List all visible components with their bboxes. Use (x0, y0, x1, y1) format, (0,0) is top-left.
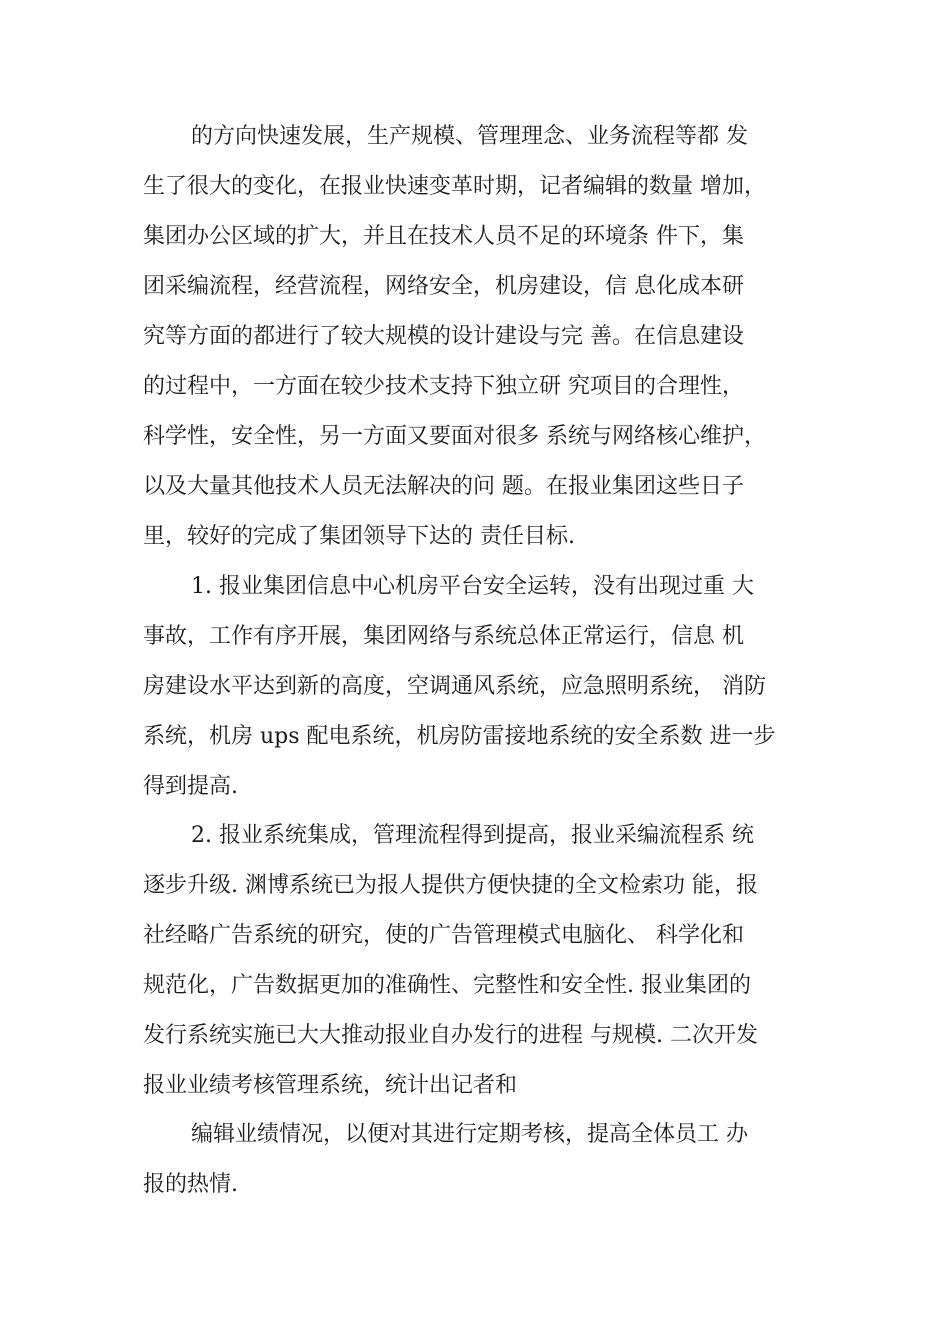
text-line: 以及大量其他技术人员无法解决的问 题。在报业集团这些日子 (143, 474, 744, 499)
paragraph-intro (143, 112, 823, 562)
text-line: 集团办公区域的扩大，并且在技术人员不足的环境条 件下，集 (143, 224, 744, 249)
text-line: 得到提高. (143, 774, 238, 799)
text-line: 规范化，广告数据更加的准确性、完整性和安全性. 报业集团的 (143, 973, 751, 998)
text-line: 逐步升级. 渊博系统已为报人提供方便快捷的全文检索功 能，报 (143, 873, 758, 898)
text-line: 团采编流程，经营流程，网络安全，机房建设，信 息化成本研 (143, 274, 744, 299)
paragraph-item-1 (143, 562, 823, 812)
paragraph-item-2 (143, 811, 823, 1111)
text-line: 社经略广告系统的研究，使的广告管理模式电脑化、 科学化和 (143, 923, 744, 948)
text-line: 2. 报业系统集成，管理流程得到提高，报业采编流程系 统 (191, 823, 754, 848)
text-line: 生了很大的变化，在报业快速变革时期，记者编辑的数量 增加， (143, 174, 766, 199)
text-line: 里，较好的完成了集团领导下达的 责任目标. (143, 524, 575, 549)
text-line: 编辑业绩情况，以便对其进行定期考核，提高全体员工 办 (191, 1122, 748, 1147)
text-line: 的过程中，一方面在较少技术支持下独立研 究项目的合理性， (143, 374, 744, 399)
text-line: 的方向快速发展，生产规模、管理理念、业务流程等都 发 (191, 124, 748, 149)
text-line: 事故，工作有序开展，集团网络与系统总体正常运行，信息 机 (143, 624, 744, 649)
text-line: 科学性，安全性，另一方面又要面对很多 系统与网络核心维护， (143, 424, 766, 449)
text-line: 究等方面的都进行了较大规模的设计建设与完 善。在信息建设 (143, 324, 744, 349)
paragraph-continuation (143, 1110, 823, 1210)
text-line: 报业业绩考核管理系统，统计出记者和 (143, 1073, 518, 1098)
text-line: 发行系统实施已大大推动报业自办发行的进程 与规模. 二次开发 (143, 1023, 758, 1048)
text-line: 1. 报业集团信息中心机房平台安全运转，没有出现过重 大 (191, 574, 754, 599)
text-line: 系统，机房 ups 配电系统，机房防雷接地系统的安全系数 进一步 (143, 724, 776, 749)
text-line: 房建设水平达到新的高度，空调通风系统，应急照明系统， 消防 (143, 674, 766, 699)
text-line: 报的热情. (143, 1172, 238, 1197)
